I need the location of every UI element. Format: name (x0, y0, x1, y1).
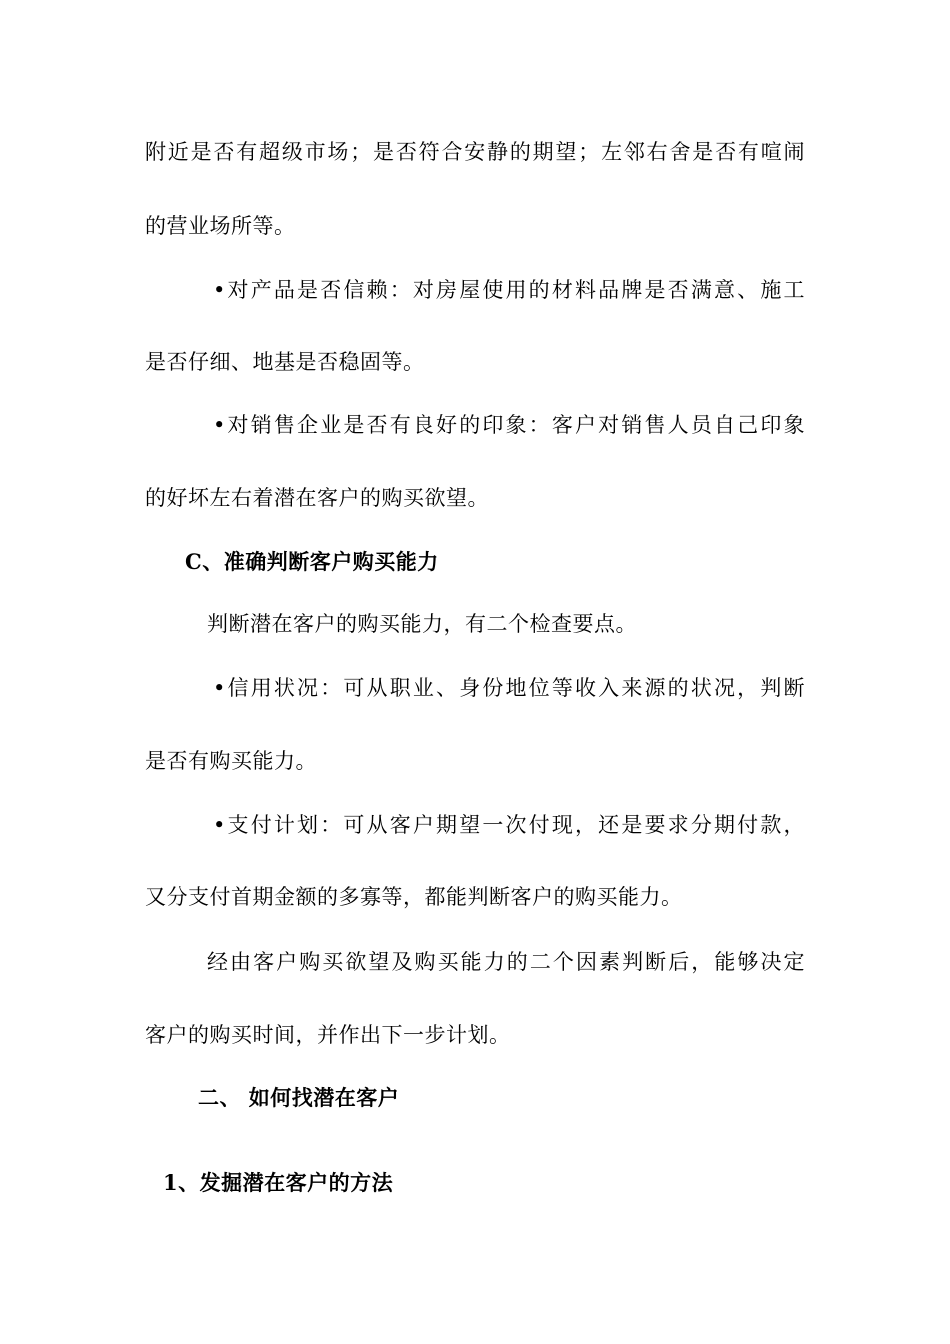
subsection-heading-1: 1、发掘潜在客户的方法 (163, 1170, 394, 1195)
paragraph-line: 的好坏左右着潜在客户的购买欲望。 (145, 486, 489, 510)
paragraph-line: 判断潜在客户的购买能力，有二个检查要点。 (207, 612, 637, 636)
paragraph-line: 是否仔细、地基是否稳固等。 (145, 350, 425, 374)
paragraph-line: 客户的购买时间，并作出下一步计划。 (145, 1023, 511, 1047)
paragraph-line: 是否有购买能力。 (145, 749, 317, 773)
section-heading-2: 二、 如何找潜在客户 (198, 1085, 400, 1110)
bullet-item-payment-plan: •支付计划：可从客户期望一次付现，还是要求分期付款， (213, 813, 805, 837)
paragraph-line: 又分支付首期金额的多寡等，都能判断客户的购买能力。 (145, 885, 683, 909)
bullet-item-company-impression: •对销售企业是否有良好的印象：客户对销售人员自己印象 (213, 413, 805, 437)
paragraph-line: 经由客户购买欲望及购买能力的二个因素判断后，能够决定 (207, 950, 805, 974)
paragraph-line: 的营业场所等。 (145, 214, 296, 238)
paragraph-line: 附近是否有超级市场；是否符合安静的期望；左邻右舍是否有喧闹 (145, 140, 805, 164)
bullet-item-product-trust: •对产品是否信赖：对房屋使用的材料品牌是否满意、施工 (213, 278, 805, 302)
section-heading-c: C、准确判断客户购买能力 (185, 549, 439, 574)
bullet-item-credit-status: •信用状况：可从职业、身份地位等收入来源的状况，判断 (213, 676, 805, 700)
